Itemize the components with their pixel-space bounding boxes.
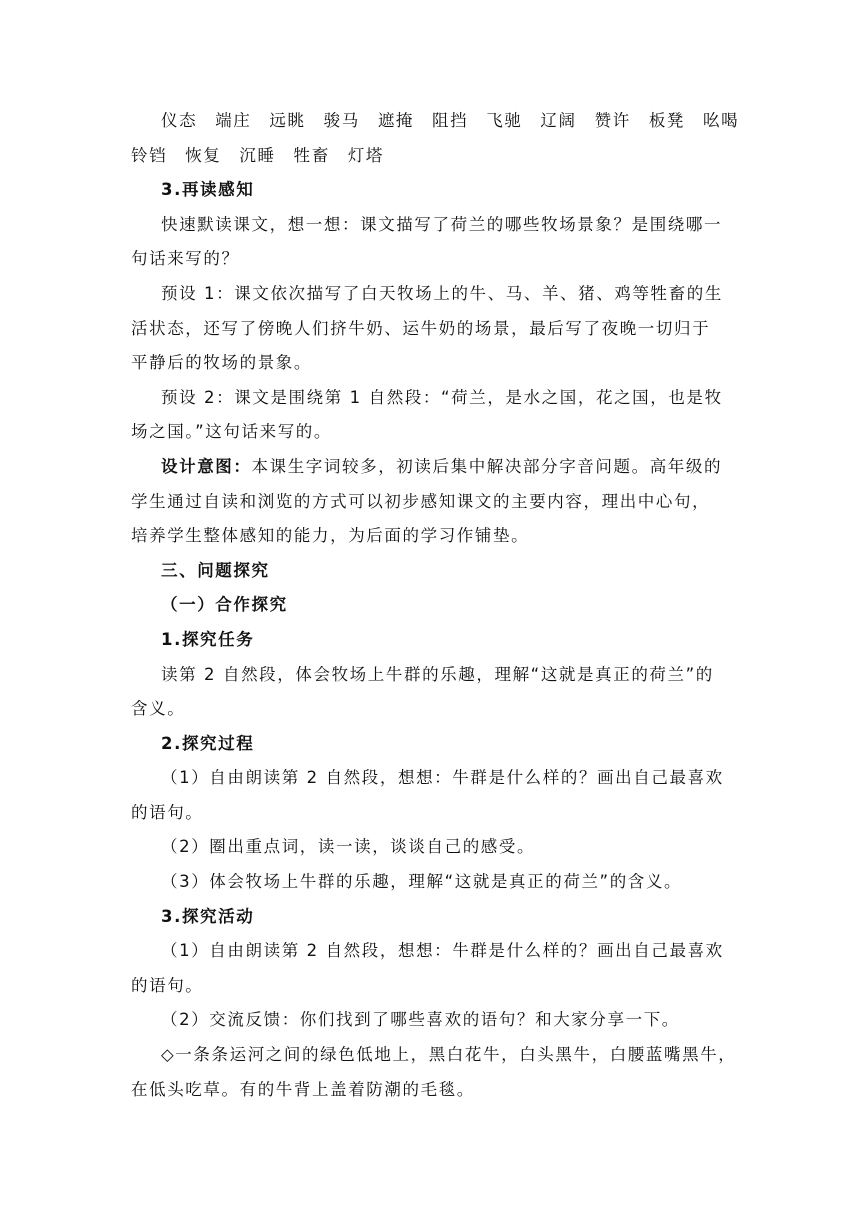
quote-line: ◇一条条运河之间的绿色低地上，黑白花牛，白头黑牛，白腰蓝嘴黑牛， [161, 1045, 737, 1065]
vocab-word: 阻挡 [432, 111, 469, 130]
paragraph-line: 预设 1：课文依次描写了白天牧场上的牛、马、羊、猪、鸡等牲畜的生 [161, 283, 723, 303]
vocab-word: 赞许 [594, 111, 631, 130]
paragraph-line: 学生通过自读和浏览的方式可以初步感知课文的主要内容，理出中心句， [131, 491, 711, 511]
paragraph-line: （2）圈出重点词，读一读，谈谈自己的感受。 [161, 837, 536, 857]
paragraph-line: 读第 2 自然段，体会牧场上牛群的乐趣，理解“这就是真正的荷兰”的 [161, 664, 714, 684]
paragraph-line: 的语句。 [131, 802, 204, 822]
paragraph-line: 句话来写的？ [131, 249, 240, 269]
vocab-word: 远眺 [269, 111, 306, 130]
paragraph-line: （2）交流反馈：你们找到了哪些喜欢的语句？和大家分享一下。 [161, 1010, 680, 1030]
vocab-word: 吆喝 [703, 111, 740, 130]
vocab-word: 铃铛 [131, 145, 168, 165]
section-heading: 三、问题探究 [161, 560, 270, 580]
vocab-word: 仪态 [161, 111, 198, 130]
paragraph-line: 活状态，还写了傍晚人们挤牛奶、运牛奶的场景，最后写了夜晚一切归于 [131, 318, 711, 338]
document-body [131, 104, 740, 1107]
design-intent-line [131, 450, 731, 485]
paragraph-line: 的语句。 [131, 975, 204, 995]
vocab-line-2 [131, 139, 731, 174]
design-intent-label: 设计意图： [161, 456, 252, 476]
vocab-word: 端庄 [215, 111, 252, 130]
vocab-word: 沉睡 [239, 145, 276, 165]
vocab-word: 遮掩 [377, 111, 415, 130]
subsection-heading: （一）合作探究 [161, 595, 288, 615]
paragraph-line: 预设 2：课文是围绕第 1 自然段：“荷兰，是水之国，花之国，也是牧 [161, 387, 723, 407]
paragraph-line: 平静后的牧场的景象。 [131, 353, 312, 373]
vocab-word: 辽阔 [540, 111, 577, 130]
vocab-word: 恢复 [185, 145, 222, 165]
quote-line: 在低头吃草。有的牛背上盖着防潮的毛毯。 [131, 1079, 475, 1099]
task-heading: 3.探究活动 [161, 906, 255, 926]
paragraph-line: 场之国。”这句话来写的。 [131, 422, 332, 442]
vocab-word: 牲畜 [293, 145, 330, 165]
paragraph-line: 快速默读课文，想一想：课文描写了荷兰的哪些牧场景象？是围绕哪一 [161, 214, 723, 234]
vocab-line-1 [131, 104, 740, 139]
paragraph-line: （1）自由朗读第 2 自然段，想想：牛群是什么样的？画出自己最喜欢 [161, 941, 724, 961]
paragraph-line: 含义。 [131, 699, 186, 719]
paragraph-line: （3）体会牧场上牛群的乐趣，理解“这就是真正的荷兰”的含义。 [161, 872, 683, 892]
vocab-word: 骏马 [323, 111, 360, 130]
vocab-word: 飞驰 [486, 111, 523, 130]
vocab-word: 灯塔 [347, 145, 385, 165]
task-heading: 2.探究过程 [161, 733, 255, 753]
vocab-word: 板凳 [648, 111, 686, 130]
section-heading: 3.再读感知 [161, 180, 255, 200]
design-intent-text: 本课生字词较多，初读后集中解决部分字音问题。高年级的 [251, 456, 723, 476]
task-heading: 1.探究任务 [161, 629, 255, 649]
paragraph-line: 培养学生整体感知的能力，为后面的学习作铺垫。 [131, 526, 530, 546]
paragraph-line: （1）自由朗读第 2 自然段，想想：牛群是什么样的？画出自己最喜欢 [161, 768, 724, 788]
